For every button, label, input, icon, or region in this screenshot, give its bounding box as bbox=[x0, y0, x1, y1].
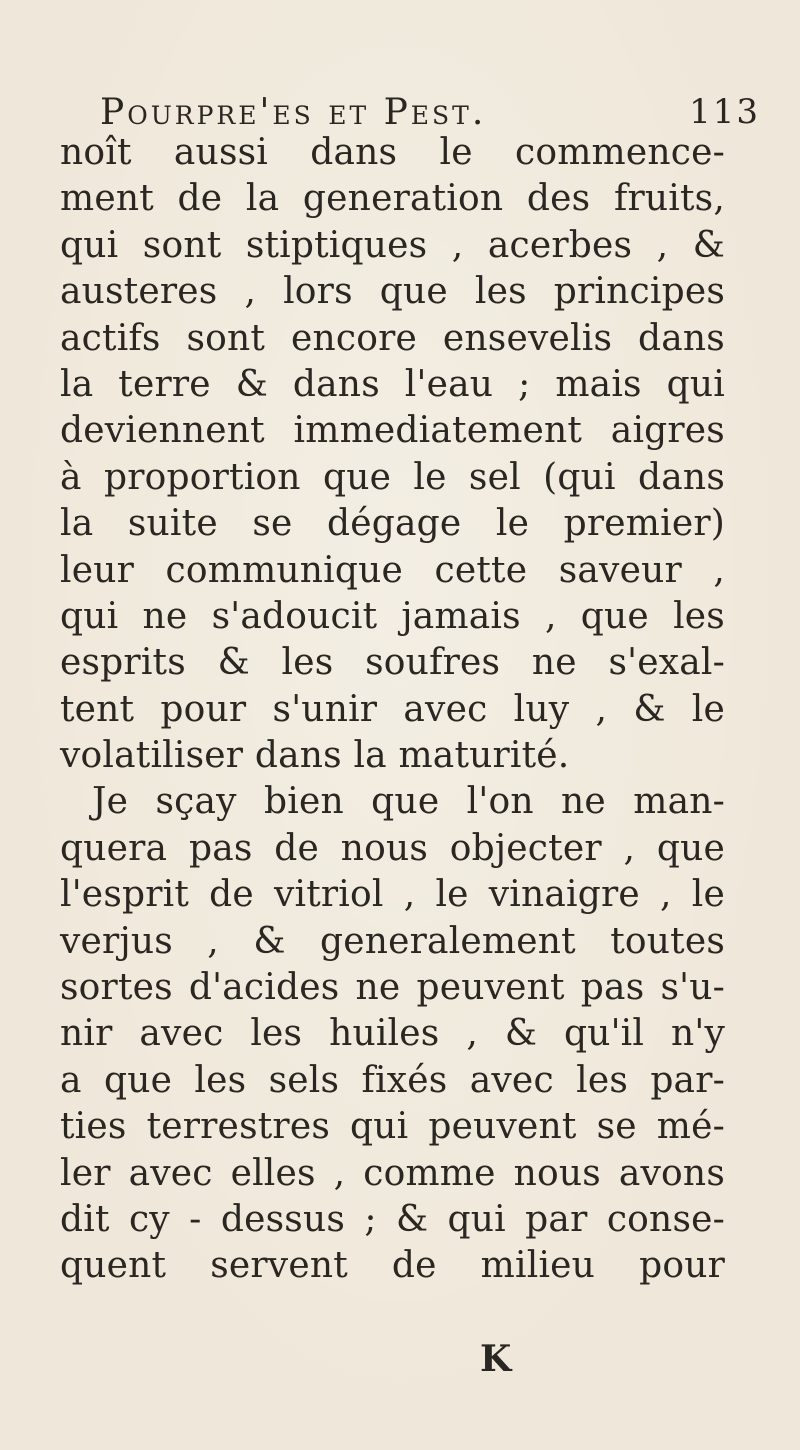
text-line: esprits & les soufres ne s'exal- bbox=[60, 642, 725, 684]
text-line: deviennent immediatement aigres bbox=[60, 410, 725, 452]
running-title: Pourpre'es et Pest. bbox=[100, 92, 487, 133]
text-line: nir avec les huiles , & qu'il n'y bbox=[60, 1013, 725, 1055]
text-line: ler avec elles , comme nous avons bbox=[60, 1152, 725, 1194]
text-line: la suite se dégage le premier) bbox=[60, 503, 725, 545]
text-line: actifs sont encore ensevelis dans bbox=[60, 317, 725, 359]
text-line: ment de la generation des fruits, bbox=[60, 178, 725, 220]
text-line: noît aussi dans le commence- bbox=[60, 132, 725, 173]
text-line: qui sont stiptiques , acerbes , & bbox=[60, 224, 725, 266]
text-line: la terre & dans l'eau ; mais qui bbox=[60, 363, 725, 405]
text-line: ties terrestres qui peuvent se mé- bbox=[60, 1106, 725, 1148]
signature-mark: K bbox=[480, 1338, 512, 1380]
body-text bbox=[60, 130, 725, 1290]
text-line: tent pour s'unir avec luy , & le bbox=[60, 688, 725, 730]
text-line: verjus , & generalement toutes bbox=[60, 920, 725, 962]
text-line: l'esprit de vitriol , le vinaigre , le bbox=[60, 874, 725, 916]
page-number: 113 bbox=[689, 92, 760, 132]
text-line: qui ne s'adoucit jamais , que les bbox=[60, 595, 725, 637]
text-line: leur communique cette saveur , bbox=[60, 549, 725, 591]
text-line: Je sçay bien que l'on ne man- bbox=[92, 781, 725, 823]
text-line: à proportion que le sel (qui dans bbox=[60, 456, 725, 498]
text-line: a que les sels fixés avec les par- bbox=[60, 1059, 725, 1101]
text-line: volatiliser dans la maturité. bbox=[60, 735, 570, 777]
text-line: quera pas de nous objecter , que bbox=[60, 827, 725, 869]
text-line: sortes d'acides ne peuvent pas s'u- bbox=[60, 967, 725, 1009]
text-line: austeres , lors que les principes bbox=[60, 271, 725, 313]
text-line: quent servent de milieu pour bbox=[60, 1245, 725, 1287]
text-line: dit cy - dessus ; & qui par conse- bbox=[60, 1198, 725, 1240]
